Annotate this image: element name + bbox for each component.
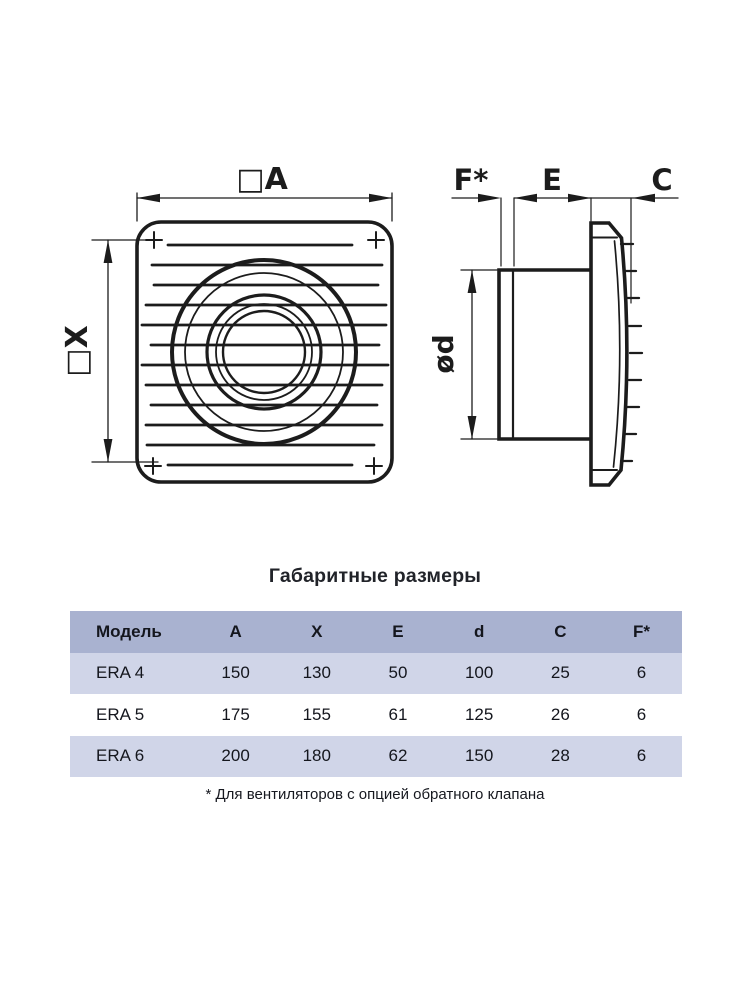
table-cell: 62	[357, 736, 438, 778]
table-cell: 61	[357, 694, 438, 736]
dim-a	[137, 193, 392, 221]
table-cell: 6	[601, 736, 682, 778]
table-header-f: F*	[601, 611, 682, 653]
table-cell: 100	[439, 653, 520, 695]
table-header-d: d	[439, 611, 520, 653]
table-header-x: X	[276, 611, 357, 653]
dim-label-a: □A	[236, 162, 288, 197]
table-cell: 155	[276, 694, 357, 736]
table-row-era6-model: ERA 6	[70, 736, 195, 778]
table-cell: 6	[601, 653, 682, 695]
front-view-drawing	[92, 193, 392, 482]
table-cell: 180	[276, 736, 357, 778]
footnote: * Для вентиляторов с опцией обратного клапана	[205, 786, 545, 803]
table-cell: 130	[276, 653, 357, 695]
table-cell: 6	[601, 694, 682, 736]
screw-marks	[145, 232, 384, 474]
section-title: Габаритные размеры	[268, 565, 482, 587]
dim-label-c: C	[651, 163, 673, 197]
table-cell: 25	[520, 653, 601, 695]
table-header-a: A	[195, 611, 276, 653]
dim-fec	[452, 194, 678, 303]
dim-d	[461, 270, 497, 439]
dim-x	[92, 240, 161, 462]
dim-label-f: F*	[453, 163, 489, 197]
dim-label-x: □X	[60, 325, 95, 377]
side-view-drawing	[452, 194, 678, 485]
dim-label-e: E	[542, 163, 562, 197]
table-cell: 200	[195, 736, 276, 778]
grille-slats	[142, 245, 388, 465]
table-cell: 150	[195, 653, 276, 695]
table-cell: 50	[357, 653, 438, 695]
table-header-model: Модель	[70, 611, 195, 653]
fan-rings	[172, 260, 356, 444]
panel-body	[591, 223, 627, 485]
table-cell: 28	[520, 736, 601, 778]
table-cell: 175	[195, 694, 276, 736]
table-row-era4-model: ERA 4	[70, 653, 195, 695]
dimensions-table	[70, 611, 682, 777]
dim-label-d: ød	[427, 334, 460, 374]
table-cell: 26	[520, 694, 601, 736]
table-cell: 125	[439, 694, 520, 736]
table-cell: 150	[439, 736, 520, 778]
table-header-e: E	[357, 611, 438, 653]
table-header-c: C	[520, 611, 601, 653]
table-row-era5-model: ERA 5	[70, 694, 195, 736]
duct-tube	[499, 270, 591, 439]
